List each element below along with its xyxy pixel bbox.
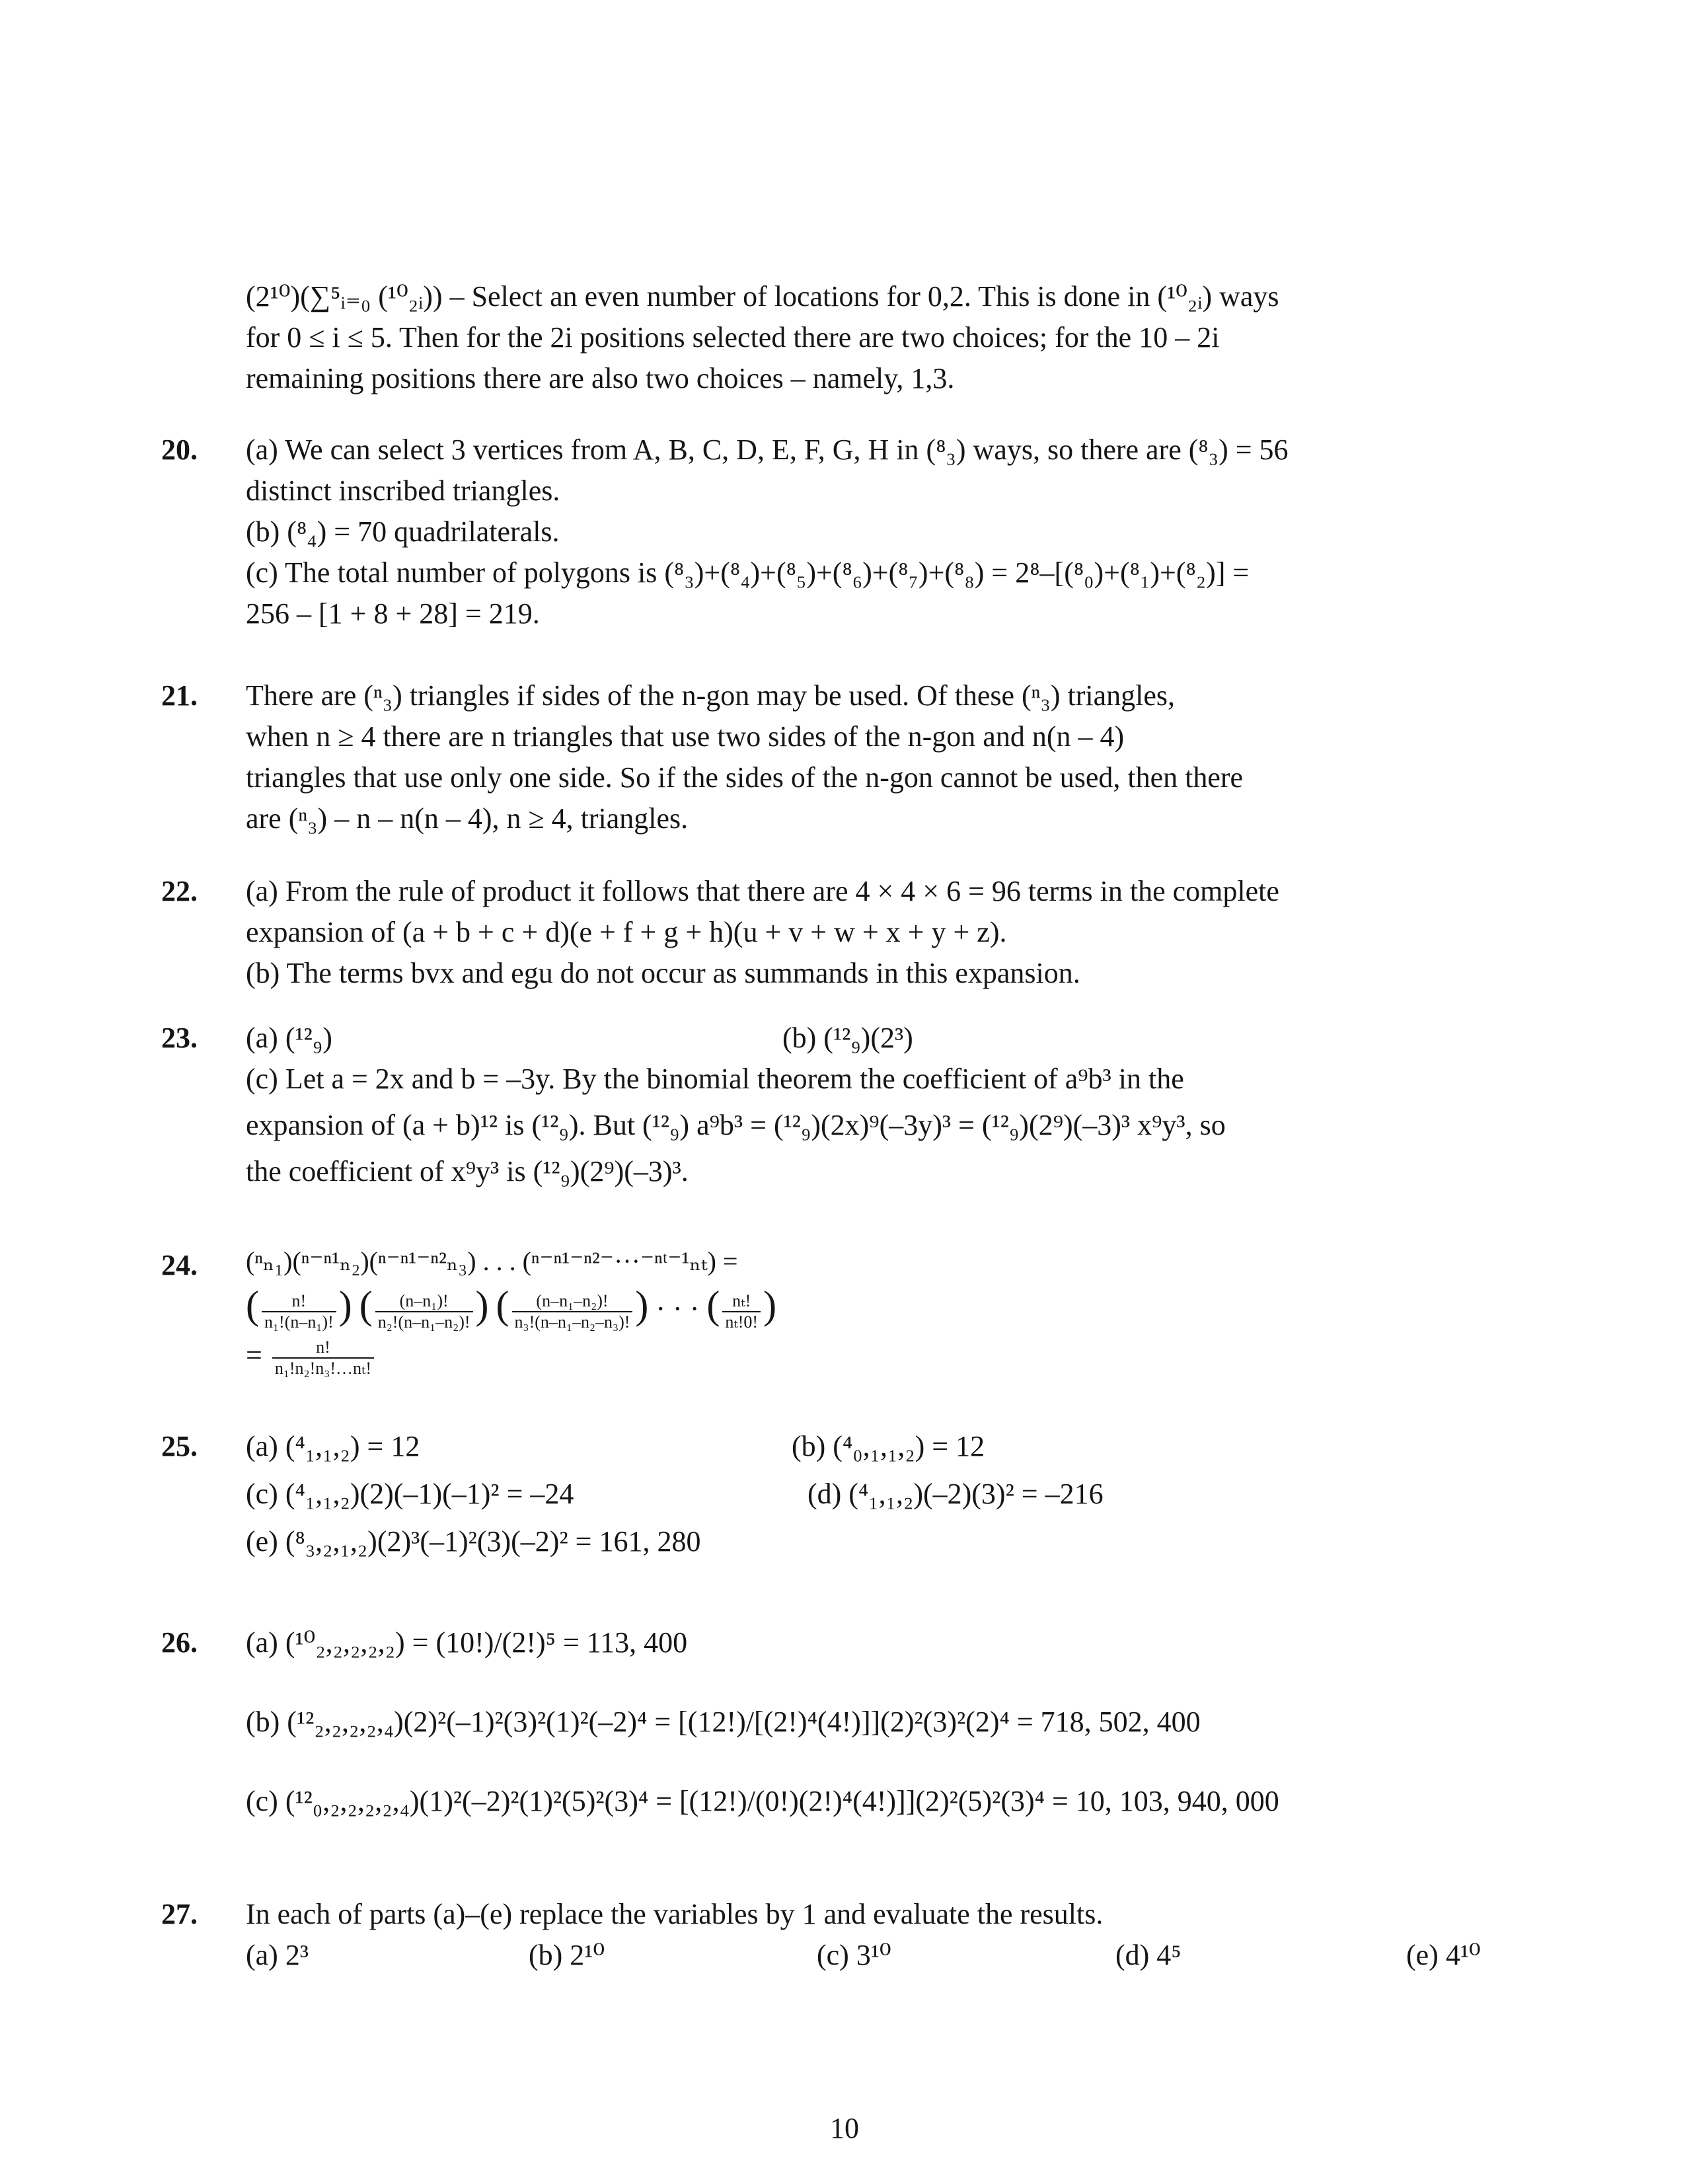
p24-line-1: (ⁿₙ₁)(ⁿ⁻ⁿ¹ₙ₂)(ⁿ⁻ⁿ¹⁻ⁿ²ₙ₃) . . . (ⁿ⁻ⁿ¹⁻ⁿ²⁻···⁻ⁿᵗ⁻¹ₙₜ) = bbox=[246, 1246, 738, 1276]
p23-line-c2: expansion of (a + b)¹² is (¹²₉). But (¹²₉) a⁹b³ = (¹²₉)(2x)⁹(–3y)³ = (¹²₉)(2⁹)(–3)³ x⁹y³, so bbox=[246, 1109, 1226, 1141]
p27-statement: In each of parts (a)–(e) replace the variables by 1 and evaluate the results. bbox=[246, 1898, 1104, 1930]
p25-part-c: (c) (⁴₁,₁,₂)(2)(–1)(–1)² = –24 bbox=[246, 1478, 574, 1510]
p24-equals: = bbox=[246, 1339, 262, 1371]
p24-frac-5-bottom: n₁!n₂!n₃!…nₜ! bbox=[274, 1358, 372, 1378]
p25-part-e: (e) (⁸₃,₂,₁,₂)(2)³(–1)²(3)(–2)² = 161, 280 bbox=[246, 1525, 701, 1558]
p23-part-b: (b) (¹²₉)(2³) bbox=[782, 1022, 913, 1054]
problem-number-22: 22. bbox=[161, 875, 198, 907]
p20-line-3: (b) (⁸₄) = 70 quadrilaterals. bbox=[246, 515, 560, 548]
p24-frac-4 bbox=[722, 1291, 761, 1332]
p27-answer-a: (a) 2³ bbox=[246, 1939, 309, 1971]
p24-frac-4-top: nₜ! bbox=[722, 1291, 761, 1312]
p20-line-4: (c) The total number of polygons is (⁸₃)+(⁸₄)+(⁸₅)+(⁸₆)+(⁸₇)+(⁸₈) = 2⁸–[(⁸₀)+(⁸₁)+(⁸₂)] = bbox=[246, 556, 1250, 589]
problem-24 bbox=[161, 1241, 1530, 1378]
p24-frac-5-top: n! bbox=[272, 1337, 374, 1359]
problem-number-26: 26. bbox=[161, 1626, 198, 1659]
p24-frac-4-bottom: nₜ!0! bbox=[725, 1312, 759, 1332]
problem-25 bbox=[161, 1426, 1530, 1562]
p25-row-ab bbox=[246, 1426, 1530, 1474]
p22-line-2: expansion of (a + b + c + d)(e + f + g + h)(u + v + w + x + y + z). bbox=[246, 916, 1007, 948]
problem-number-20: 20. bbox=[161, 433, 198, 466]
p20-line-1: (a) We can select 3 vertices from A, B, C, D, E, F, G, H in (⁸₃) ways, so there are (⁸₃) = 56 bbox=[246, 433, 1289, 466]
page-number: 10 bbox=[830, 2112, 859, 2144]
p24-frac-3-bottom: n₃!(n–n₁–n₂–n₃)! bbox=[514, 1312, 630, 1332]
p25-part-b: (b) (⁴₀,₁,₁,₂) = 12 bbox=[792, 1430, 985, 1462]
p24-dots: · · · bbox=[656, 1293, 700, 1325]
p27-answer-b: (b) 2¹⁰ bbox=[529, 1939, 605, 1971]
problem-26 bbox=[161, 1622, 1530, 1860]
p24-frac-2-top: (n–n₁)! bbox=[375, 1291, 473, 1312]
p24-line-3 bbox=[246, 1335, 1530, 1378]
p27-answer-c: (c) 3¹⁰ bbox=[817, 1939, 891, 1971]
p25-row-cd bbox=[246, 1474, 1530, 1521]
p27-answer-d: (d) 4⁵ bbox=[1115, 1939, 1182, 1971]
problem-number-25: 25. bbox=[161, 1430, 198, 1462]
p22-line-1: (a) From the rule of product it follows that there are 4 × 4 × 6 = 96 terms in the complete bbox=[246, 875, 1279, 907]
p24-frac-5 bbox=[272, 1337, 374, 1378]
p24-frac-3 bbox=[512, 1291, 633, 1332]
p24-frac-2-bottom: n₂!(n–n₁–n₂)! bbox=[377, 1312, 470, 1332]
p24-line-2: ( $\frac{n!}{\text{n₁!(n–n₁)!}}$ ) ( $\frac{\text{(n–n₁)!}}{\text{n₂!(n–n₁–n₂)!}}$ ) ( $\frac{\text{(n–n₁–n₂)!}}{\text{n₃!(n–n₁–n₂–n₃)!}}$ ) · · · ( $\frac{\text{nₜ!}}{\text{nₜ!0!}}$ ) bbox=[246, 1283, 777, 1332]
p21-line-4: are (ⁿ₃) – n – n(n – 4), n ≥ 4, triangles. bbox=[246, 802, 689, 835]
p21-line-3: triangles that use only one side. So if the sides of the n-gon cannot be used, then there bbox=[246, 761, 1244, 794]
intro-line-2: for 0 ≤ i ≤ 5. Then for the 2i positions selected there are two choices; for the 10 – 2i bbox=[246, 321, 1220, 354]
p20-line-5: 256 – [1 + 8 + 28] = 219. bbox=[246, 597, 540, 630]
p21-line-2: when n ≥ 4 there are n triangles that use two sides of the n-gon and n(n – 4) bbox=[246, 720, 1125, 753]
problem-number-27: 27. bbox=[161, 1898, 198, 1930]
p24-frac-1-top: n! bbox=[262, 1291, 336, 1312]
problem-21 bbox=[161, 675, 1530, 839]
p27-answer-e: (e) 4¹⁰ bbox=[1406, 1939, 1481, 1971]
p24-frac-2 bbox=[375, 1291, 473, 1332]
p25-part-a: (a) (⁴₁,₁,₂) = 12 bbox=[246, 1430, 420, 1462]
p24-frac-3-top: (n–n₁–n₂)! bbox=[512, 1291, 633, 1312]
problem-23 bbox=[161, 1018, 1530, 1192]
p27-answers bbox=[246, 1935, 1530, 1976]
p23-line-c1: (c) Let a = 2x and b = –3y. By the binomial theorem the coefficient of a⁹b³ in the bbox=[246, 1063, 1184, 1095]
p21-line-1: There are (ⁿ₃) triangles if sides of the n-gon may be used. Of these (ⁿ₃) triangles, bbox=[246, 679, 1176, 712]
problem-20 bbox=[161, 430, 1530, 634]
p26-part-a: (a) (¹⁰₂,₂,₂,₂,₂) = (10!)/(2!)⁵ = 113, 400 bbox=[246, 1626, 688, 1659]
p22-line-3: (b) The terms bvx and egu do not occur as summands in this expansion. bbox=[246, 957, 1080, 989]
intro-line-3: remaining positions there are also two choices – namely, 1,3. bbox=[246, 362, 955, 395]
p23-line-c3: the coefficient of x⁹y³ is (¹²₉)(2⁹)(–3)³. bbox=[246, 1155, 689, 1187]
problem-22 bbox=[161, 871, 1530, 994]
intro-paragraph bbox=[246, 276, 1530, 399]
p25-part-d: (d) (⁴₁,₁,₂)(–2)(3)² = –216 bbox=[807, 1478, 1104, 1510]
p23-part-a: (a) (¹²₉) bbox=[246, 1022, 332, 1054]
p26-part-b: (b) (¹²₂,₂,₂,₂,₄)(2)²(–1)²(3)²(1)²(–2)⁴ = [(12!)/[(2!)⁴(4!)]](2)²(3)²(2)⁴ = 718, 502, 400 bbox=[246, 1706, 1201, 1738]
p24-frac-1 bbox=[262, 1291, 336, 1332]
p23-ab-row bbox=[246, 1018, 1530, 1059]
problem-number-21: 21. bbox=[161, 679, 198, 712]
intro-line-1: (2¹⁰)(∑⁵ᵢ₌₀ (¹⁰₂ᵢ)) – Select an even number of locations for 0,2. This is done in (¹⁰₂ᵢ) ways bbox=[246, 280, 1279, 313]
p26-part-c: (c) (¹²₀,₂,₂,₂,₂,₄)(1)²(–2)²(1)²(5)²(3)⁴ = [(12!)/(0!)(2!)⁴(4!)]](2)²(5)²(3)⁴ = 10, 103, 940, 000 bbox=[246, 1785, 1279, 1817]
p20-line-2: distinct inscribed triangles. bbox=[246, 474, 560, 507]
problem-number-24: 24. bbox=[161, 1249, 198, 1281]
p24-frac-1-bottom: n₁!(n–n₁)! bbox=[264, 1312, 334, 1332]
problem-27 bbox=[161, 1894, 1530, 1976]
problem-number-23: 23. bbox=[161, 1022, 198, 1054]
